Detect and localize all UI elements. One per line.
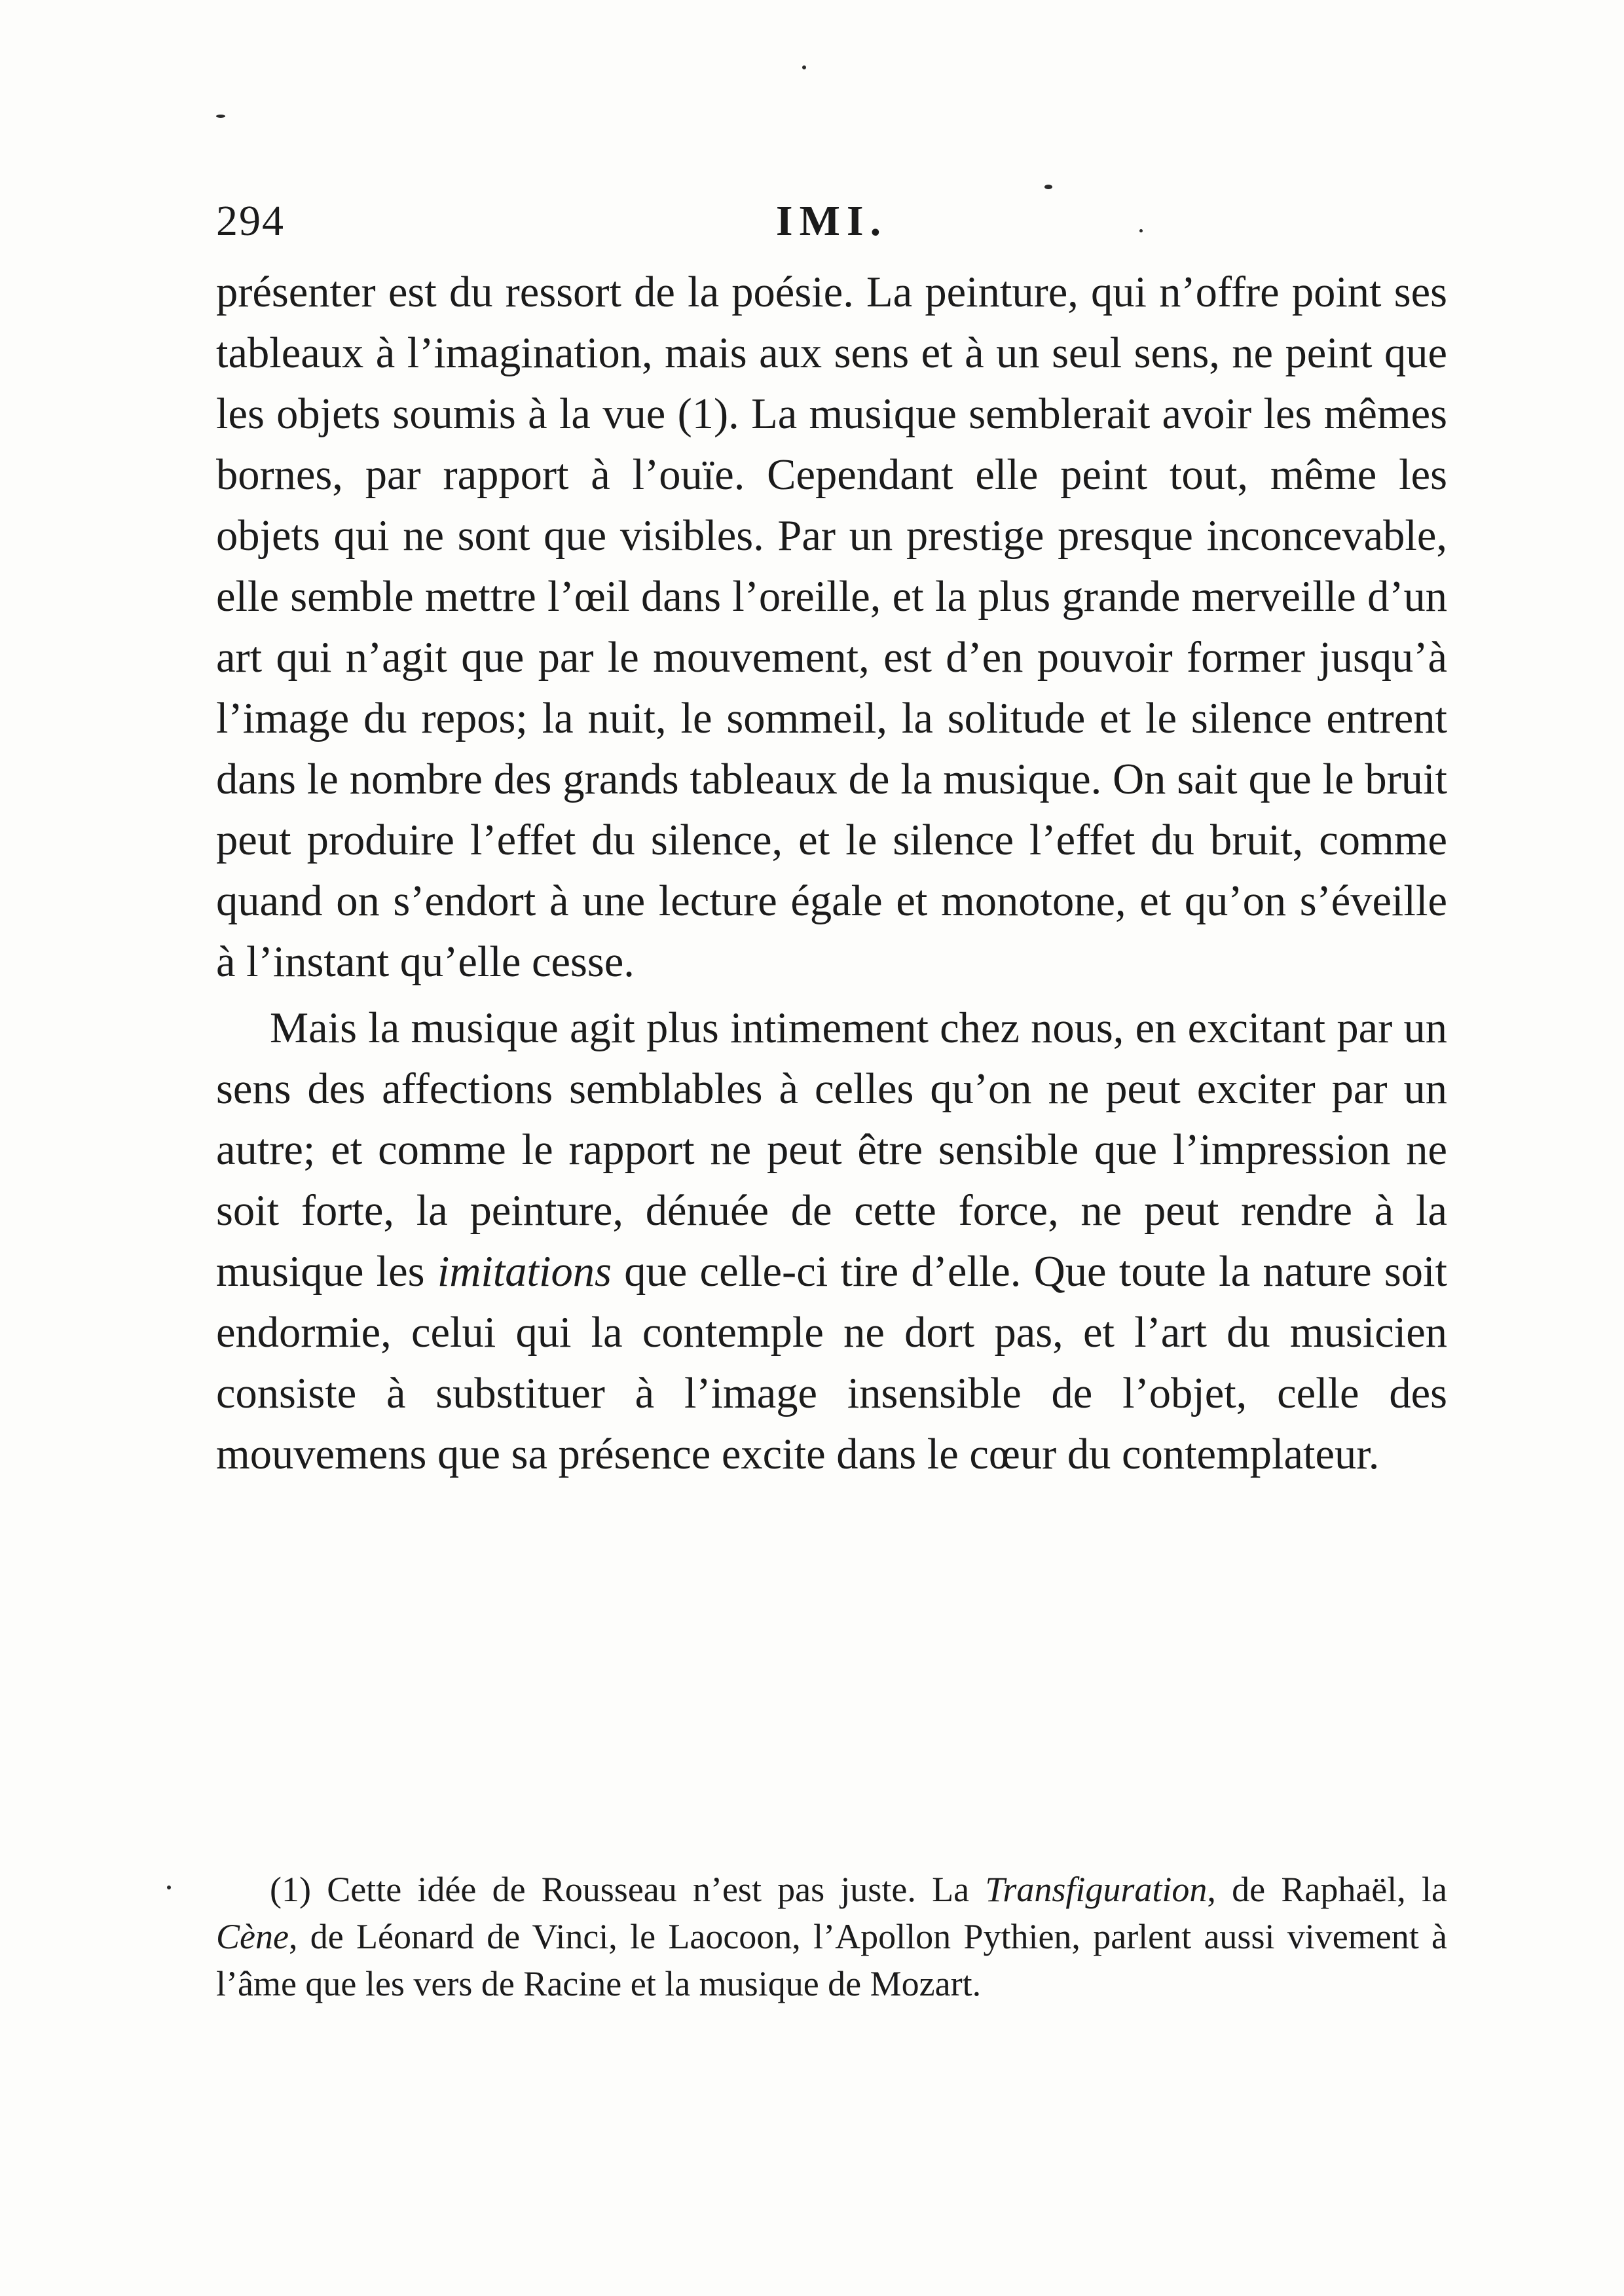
print-speck xyxy=(1044,185,1052,189)
paragraph-2-text-b: que celle-ci tire d’elle. Que toute la nature soit endormie, celui qui la contemple ne dort pas, et l’art du musicien consiste à substituer à l’image insensible de l’objet, celle des mouvemens que sa présence excite dans le cœur du contemplateur. xyxy=(216,1248,1447,1478)
paragraph-2-text-a: Mais la musique agit plus intimement chez nous, en excitant par un sens des affections semblables à celles qu’on ne peut exciter par un autre; et comme le rapport ne peut être sensible que l’impression ne soit forte, la peinture, dénuée de cette force, ne peut rendre à la musique les xyxy=(216,1004,1447,1296)
footnote-text-c: , de Léonard de Vinci, le Laocoon, l’Apollon Pythien, parlent aussi vivement à l’âme que les vers de Racine et la musique de Mozart. xyxy=(216,1917,1447,2003)
page-number: 294 xyxy=(216,197,285,245)
paragraph-1: présenter est du ressort de la poésie. La peinture, qui n’offre point ses tableaux à l’imagination, mais aux sens et à un seul sens, ne peint que les objets soumis à la vue (1). La musique semblerait avoir les mêmes bornes, par rapport à l’ouïe. Cependant elle peint tout, même les objets qui ne sont que visibles. Par un prestige presque inconcevable, elle semble mettre l’œil dans l’oreille, et la plus grande merveille d’un art qui n’agit que par le mouvement, est d’en pouvoir former jusqu’à l’image du repos; la nuit, le sommeil, la solitude et le silence entrent dans le nombre des grands tableaux de la musique. On sait que le bruit peut produire l’effet du silence, et le silence l’effet du bruit, comme quand on s’endort à une lecture égale et monotone, et qu’on s’éveille à l’instant qu’elle cesse. xyxy=(216,268,1447,986)
print-speck xyxy=(802,65,806,69)
paragraph-2-emphasis: imitations xyxy=(437,1248,612,1296)
footnote-text-a: Cette idée de Rousseau n’est pas juste. La xyxy=(310,1870,986,1909)
running-head: IMI. xyxy=(775,197,888,245)
footnote-marker: (1) xyxy=(270,1870,311,1909)
paragraph-2 xyxy=(216,998,1447,1485)
footnote-text xyxy=(216,1866,1447,2007)
body-text xyxy=(216,262,1447,1485)
footnote xyxy=(216,1866,1447,2007)
page-header xyxy=(216,196,1447,255)
print-speck xyxy=(216,115,225,118)
footnote-text-b: , de Raphaël, la xyxy=(1207,1870,1447,1909)
footnote-emphasis-2: Cène xyxy=(216,1917,289,1956)
footnote-emphasis-1: Transfiguration xyxy=(985,1870,1208,1909)
print-speck xyxy=(167,1886,171,1889)
